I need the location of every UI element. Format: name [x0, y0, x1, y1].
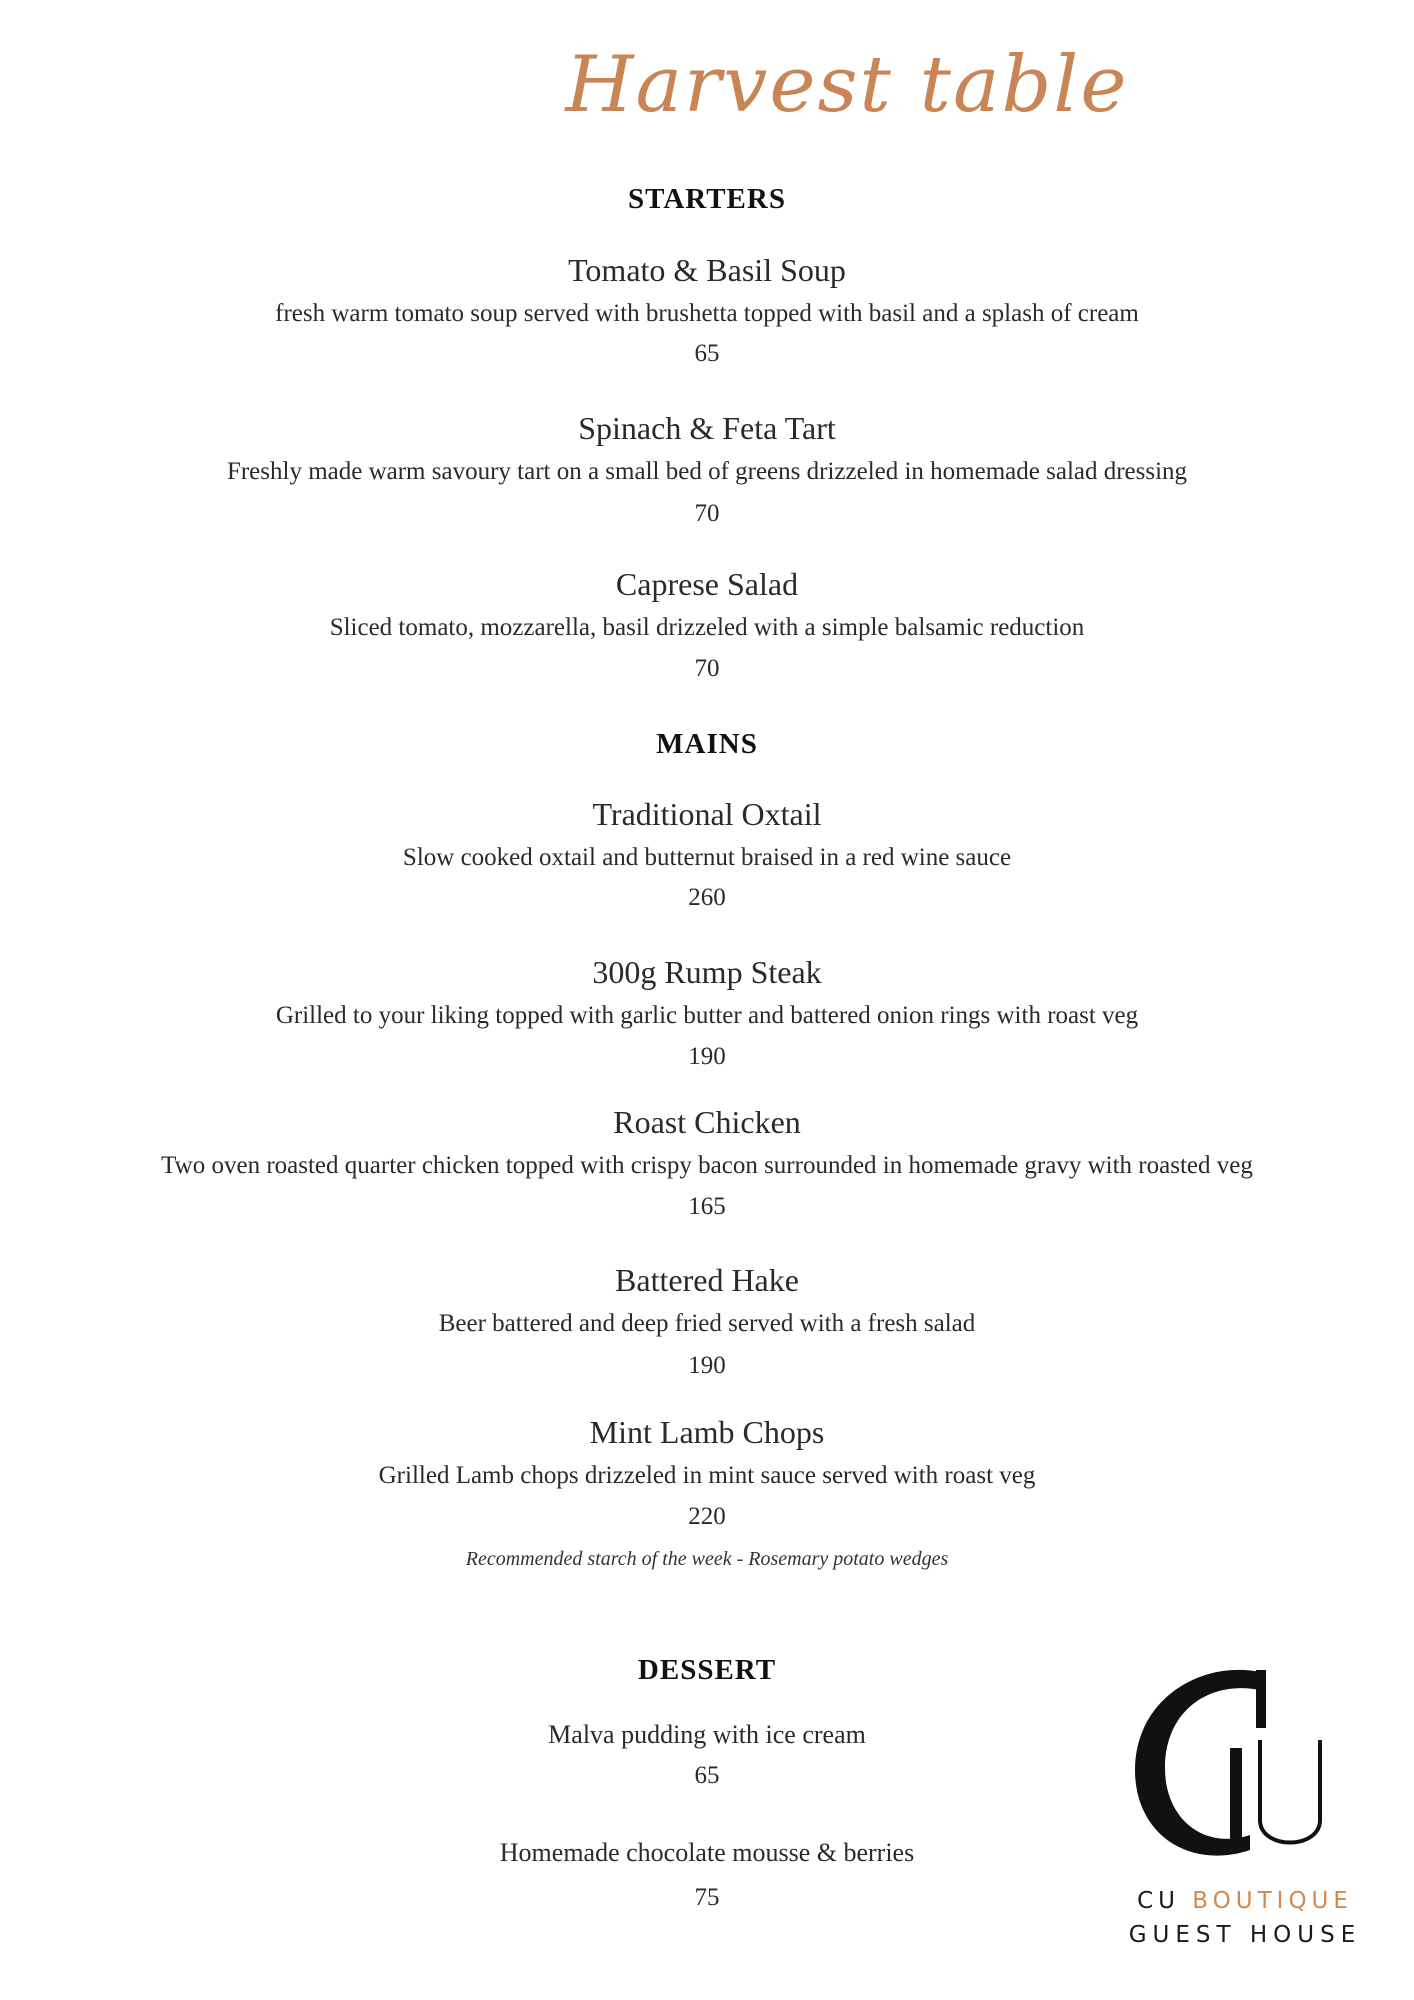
- starch-note: Recommended starch of the week - Rosemary potato wedges: [465, 1548, 949, 1570]
- cu-monogram-icon: [1110, 1660, 1380, 1860]
- guest-house-logo: [1110, 1660, 1380, 1960]
- item-name: Spinach & Feta Tart: [578, 410, 836, 446]
- item-price: 70: [694, 655, 720, 682]
- item-name: Tomato & Basil Soup: [568, 252, 846, 288]
- item-price: 190: [688, 1043, 726, 1070]
- item-price: 220: [688, 1503, 726, 1530]
- item-name: Caprese Salad: [615, 566, 799, 602]
- item-name: Homemade chocolate mousse & berries: [499, 1838, 915, 1867]
- item-name: Battered Hake: [615, 1262, 799, 1298]
- item-price: 70: [694, 500, 720, 527]
- item-price: 65: [694, 340, 720, 367]
- item-description: Beer battered and deep fried served with a fresh salad: [438, 1310, 976, 1337]
- item-description: Grilled Lamb chops drizzeled in mint sauce served with roast veg: [378, 1462, 1036, 1489]
- item-price: 65: [694, 1762, 720, 1789]
- menu-title: Harvest table: [565, 40, 1129, 130]
- logo-wordmark-line1: CU BOUTIQUE: [1137, 1888, 1353, 1914]
- item-name: Roast Chicken: [613, 1104, 801, 1140]
- item-description: Freshly made warm savoury tart on a small bed of greens drizzeled in homemade salad dressing: [226, 458, 1188, 485]
- logo-wordmark-line2: GUEST HOUSE: [1128, 1922, 1362, 1948]
- item-name: 300g Rump Steak: [592, 954, 822, 990]
- item-price: 190: [688, 1352, 726, 1379]
- item-price: 75: [694, 1884, 720, 1911]
- item-description: Two oven roasted quarter chicken topped with crispy bacon surrounded in homemade gravy with roasted veg: [161, 1152, 1253, 1179]
- item-description: Grilled to your liking topped with garlic butter and battered onion rings with roast veg: [275, 1002, 1139, 1029]
- section-heading-mains: MAINS: [656, 728, 758, 760]
- item-price: 260: [688, 884, 726, 911]
- item-description: Slow cooked oxtail and butternut braised in a red wine sauce: [402, 844, 1012, 871]
- section-heading-starters: STARTERS: [628, 183, 786, 215]
- item-name: Malva pudding with ice cream: [548, 1720, 866, 1749]
- item-name: Mint Lamb Chops: [589, 1414, 825, 1450]
- section-heading-dessert: DESSERT: [637, 1654, 777, 1686]
- item-description: fresh warm tomato soup served with brushetta topped with basil and a splash of cream: [275, 300, 1139, 327]
- item-price: 165: [688, 1193, 726, 1220]
- item-description: Sliced tomato, mozzarella, basil drizzeled with a simple balsamic reduction: [329, 614, 1085, 641]
- item-name: Traditional Oxtail: [592, 796, 822, 832]
